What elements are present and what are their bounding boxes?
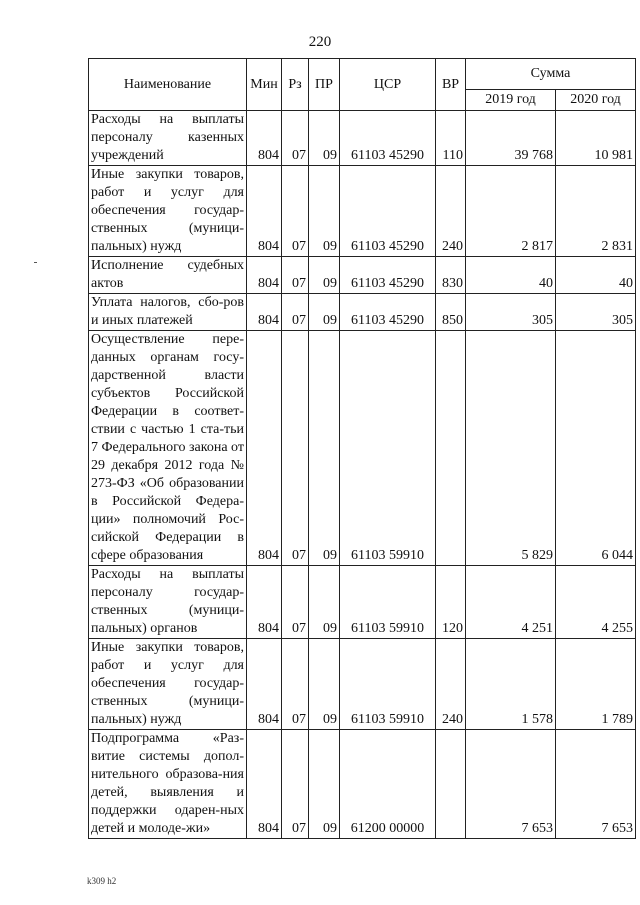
row-sum-2019: 2 817 [466, 166, 556, 257]
header-year-2019: 2019 год [466, 90, 556, 111]
row-rz: 07 [282, 639, 309, 730]
row-pr: 09 [309, 294, 340, 331]
row-name: Уплата налогов, сбо-ров и иных платежей [89, 294, 247, 331]
row-csr: 61103 45290 [340, 294, 436, 331]
row-min: 804 [247, 566, 282, 639]
row-min: 804 [247, 257, 282, 294]
table-row [89, 730, 636, 839]
row-vr: 110 [436, 111, 466, 166]
row-rz: 07 [282, 730, 309, 839]
row-sum-2020: 10 981 [556, 111, 636, 166]
row-sum-2019: 5 829 [466, 331, 556, 566]
row-pr: 09 [309, 730, 340, 839]
row-pr: 09 [309, 639, 340, 730]
budget-table [88, 58, 636, 839]
row-vr: 240 [436, 166, 466, 257]
row-vr [436, 331, 466, 566]
row-name: Подпрограмма «Раз-витие системы допол-нительного образова-ния детей, выявления и поддержки одарен-ных детей и молоде-жи» [89, 730, 247, 839]
header-vr: ВР [436, 59, 466, 111]
row-pr: 09 [309, 257, 340, 294]
row-vr: 240 [436, 639, 466, 730]
row-sum-2020: 2 831 [556, 166, 636, 257]
header-rz: Рз [282, 59, 309, 111]
row-sum-2019: 1 578 [466, 639, 556, 730]
row-csr: 61200 00000 [340, 730, 436, 839]
margin-mark [34, 262, 37, 263]
table-row [89, 111, 636, 166]
page-number: 220 [308, 34, 332, 50]
row-pr: 09 [309, 166, 340, 257]
row-sum-2020: 4 255 [556, 566, 636, 639]
header-csr: ЦСР [340, 59, 436, 111]
table-row [89, 566, 636, 639]
row-vr: 850 [436, 294, 466, 331]
row-sum-2019: 40 [466, 257, 556, 294]
row-rz: 07 [282, 566, 309, 639]
footer-code: k309 h2 [87, 876, 117, 886]
row-vr: 830 [436, 257, 466, 294]
header-pr: ПР [309, 59, 340, 111]
row-rz: 07 [282, 331, 309, 566]
header-year-2020: 2020 год [556, 90, 636, 111]
header-sum: Сумма [466, 59, 636, 90]
row-min: 804 [247, 331, 282, 566]
row-name: Исполнение судебных актов [89, 257, 247, 294]
table-header [89, 59, 636, 111]
table-row [89, 331, 636, 566]
row-csr: 61103 45290 [340, 111, 436, 166]
row-rz: 07 [282, 166, 309, 257]
row-min: 804 [247, 639, 282, 730]
row-sum-2019: 39 768 [466, 111, 556, 166]
row-rz: 07 [282, 257, 309, 294]
row-vr: 120 [436, 566, 466, 639]
row-min: 804 [247, 166, 282, 257]
table-row [89, 294, 636, 331]
row-sum-2019: 4 251 [466, 566, 556, 639]
row-csr: 61103 59910 [340, 639, 436, 730]
row-pr: 09 [309, 566, 340, 639]
table-row [89, 166, 636, 257]
row-csr: 61103 45290 [340, 166, 436, 257]
row-sum-2019: 7 653 [466, 730, 556, 839]
row-pr: 09 [309, 111, 340, 166]
row-name: Расходы на выплаты персоналу казенных учреждений [89, 111, 247, 166]
row-pr: 09 [309, 331, 340, 566]
row-csr: 61103 45290 [340, 257, 436, 294]
row-min: 804 [247, 294, 282, 331]
row-min: 804 [247, 730, 282, 839]
row-sum-2020: 6 044 [556, 331, 636, 566]
table-row [89, 257, 636, 294]
row-sum-2020: 305 [556, 294, 636, 331]
row-rz: 07 [282, 294, 309, 331]
row-sum-2019: 305 [466, 294, 556, 331]
row-vr [436, 730, 466, 839]
row-csr: 61103 59910 [340, 566, 436, 639]
row-rz: 07 [282, 111, 309, 166]
header-name: Наименование [89, 59, 247, 111]
row-sum-2020: 40 [556, 257, 636, 294]
table-body [89, 111, 636, 839]
row-name: Расходы на выплаты персоналу государ-ственных (муници-пальных) органов [89, 566, 247, 639]
row-sum-2020: 1 789 [556, 639, 636, 730]
table-row [89, 639, 636, 730]
row-name: Осуществление пере-данных органам госу-дарственной власти субъектов Российской Федерации в соответ-ствии с частью 1 ста-тьи 7 Федерального закона от 29 декабря 2012 года № 273-ФЗ «Об образовании в Российской Федера-ции» полномочий Рос-сийской Федерации в сфере образования [89, 331, 247, 566]
row-name: Иные закупки товаров, работ и услуг для обеспечения государ-ственных (муници-пальных) нужд [89, 639, 247, 730]
row-csr: 61103 59910 [340, 331, 436, 566]
row-sum-2020: 7 653 [556, 730, 636, 839]
row-name: Иные закупки товаров, работ и услуг для обеспечения государ-ственных (муници-пальных) нужд [89, 166, 247, 257]
header-min: Мин [247, 59, 282, 111]
row-min: 804 [247, 111, 282, 166]
